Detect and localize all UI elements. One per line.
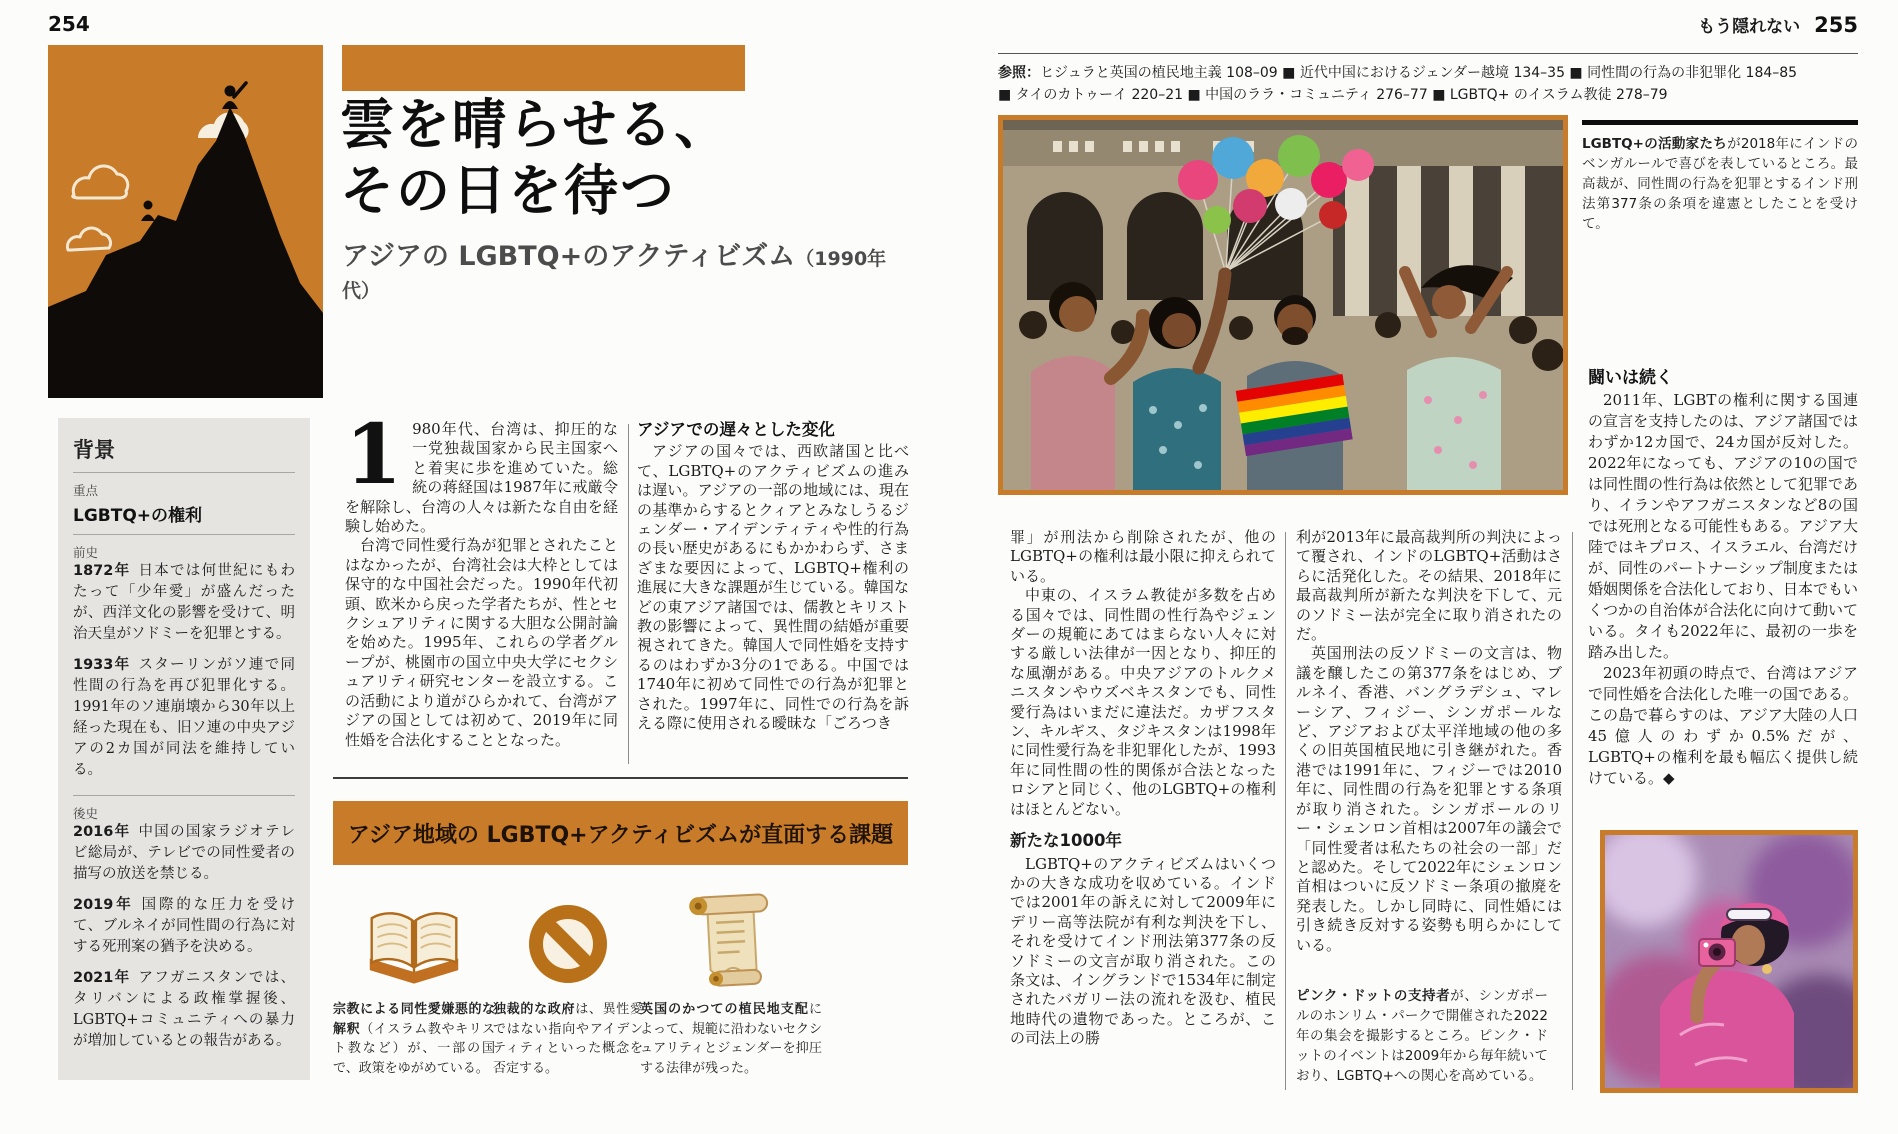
caption-text: によって、規範に沿わないセクシュアリティとジェンダーを抑圧する法律が残った。: [640, 1002, 822, 1076]
reference-rule: [998, 53, 1858, 54]
column-divider: [628, 424, 629, 764]
caption-text: が2018年にインドのベンガルールで喜びを表しているところ。最高裁が、同性間の行為を犯罪とするインド刑法第377条の条項を違憲としたことを受けて。: [1582, 136, 1858, 232]
challenge-item-colonial-law: [640, 880, 822, 1078]
mountain-illustration: [48, 45, 323, 398]
sidebar-divider: [73, 795, 295, 796]
title-accent-bar: [342, 45, 745, 91]
pink-dot-photo: [1600, 830, 1858, 1093]
focus-label: 重点: [73, 483, 99, 498]
chapter-title: もう隠れない: [1698, 17, 1801, 37]
title-line-2: その日を待つ: [340, 159, 676, 222]
paragraph: 英国刑法の反ソドミーの文言は、物議を醸したこの第377条をはじめ、ブルネイ、香港、バングラデシュ、マレーシア、フィジー、シンガポールなど、アジアおよび太平洋地域の他の多くの旧英国植民地に引き継がれた。香港では1991年に、フィジーでは2010年に、同性間の行為を犯罪とする条項が取り消された。シンガポールのリー・シェンロン首相は2007年の議会で「同性愛者は私たちの社会の一部」だと認めた。そして2022年にシェンロン首相はついに反ソドミー条項の撤廃を発表した。しかし同時に、同性婚には引き続き反対する姿勢も明らかにしている。: [1296, 644, 1562, 954]
celebration-photo-art: [1003, 120, 1563, 490]
event-text: 中国の国家ラジオテレビ総局が、テレビでの同性愛者の描写の放送を禁じる。: [73, 824, 295, 882]
caption-text: （イスラム教やキリスト教など）が、一部の国で、政策をゆがめている。: [333, 1021, 495, 1076]
event-year: 1872年: [73, 563, 131, 579]
subtitle-period-note: （1990年代）: [342, 248, 887, 302]
event-year: 2021年: [73, 970, 131, 986]
article-subtitle: [342, 234, 902, 304]
caption-lead: LGBTQ+の活動家たち: [1582, 136, 1728, 152]
mountain-climb-art: [48, 45, 323, 398]
focus-value: LGBTQ+の権利: [73, 506, 203, 526]
event-text: アフガニスタンでは、タリバンによる政権掌握後、LGBTQ+コミュニティへの暴力が増加しているとの報告がある。: [73, 970, 295, 1049]
paragraph: アジアの国々では、西欧諸国と比べて、LGBTQ+のアクティビズムの進みは遅い。アジアの一部の地域には、現在の基準からするとクィアとみなしうるジェンダー・アイデンティティや性的行為の長い歴史があるにもかかわらず、さまざまな要因によって、LGBTQ+権利の進展に大きな課題が生じている。韓国などの東アジア諸国では、儒教とキリスト教の影響によって、異性間の結婚が重要視されてきた。韓国人で同性婚を支持するのはわずか3分の1である。中国では1740年に初めて同性での行為が犯罪とされた。1997年に、同性での行為を訴える際に使用される曖昧な「ごろつき: [637, 442, 909, 733]
sidebar-heading: 背景: [73, 437, 115, 462]
left-page-number: 254: [48, 12, 90, 36]
column-divider: [1572, 532, 1573, 1090]
timeline-event: [73, 895, 295, 958]
caption-rule: [1582, 120, 1858, 125]
right-text-column-1: [1010, 528, 1276, 1049]
right-margin-column: [1588, 390, 1858, 789]
challenge-item-religion: [333, 880, 495, 1078]
before-history-label: 前史: [73, 545, 99, 560]
right-page-header: [1480, 12, 1858, 37]
paragraph: 台湾で同性愛行為が犯罪とされたことはなかったが、台湾社会は大枠としては保守的な中国社会だった。1990年代初頭、欧米から戻った学者たちが、性とセクシュアリティに関する大胆な公開討論を始めた。1995年、これらの学者グループが、桃園市の国立中央大学にセクシュアリティ研究センターを設立する。この活動により道がひらかれて、台湾がアジアの国としては初めて、2019年に同性婚を合法化することとなった。: [345, 536, 618, 749]
photo-caption: [1582, 134, 1858, 234]
event-text: 国際的な圧力を受けて、ブルネイが同性間の行為に対する死刑案の猶予を決める。: [73, 897, 296, 955]
celebration-photo: [998, 115, 1568, 495]
column-divider: [1285, 532, 1286, 1090]
challenge-caption: [493, 1000, 643, 1078]
paragraph: 罪」が刑法から削除されたが、他のLGBTQ+の権利は最小限に抑えられている。: [1010, 528, 1276, 585]
paragraph: 利が2013年に最高裁判所の判決によって覆され、インドのLGBTQ+活動はさらに活発化した。その結果、2018年に最高裁判所が新たな判決を下して、元のソドミー法が完全に取り消されたのだ。: [1296, 528, 1562, 644]
event-text: 日本では何世紀にもわたって「少年愛」が盛んだったが、西洋文化の影響を受けて、明治天皇がソドミーを犯罪とする。: [73, 563, 296, 642]
after-history-label: 後史: [73, 806, 99, 821]
caption-text: は、異性愛ではない指向やアイデンティティといった概念を否定する。: [493, 1002, 643, 1076]
reference-line-2: ■ タイのカトゥーイ 220–21 ■ 中国のララ・コミュニティ 276–77 ■ LGBTQ+ のイスラム教徒 278–79: [998, 87, 1668, 103]
timeline-event: [73, 968, 295, 1052]
main-text-column-2: [637, 420, 909, 770]
challenge-caption: [333, 1000, 495, 1078]
title-line-1: 雲を晴らせる、: [340, 93, 731, 156]
book-icon: [333, 880, 495, 992]
challenge-caption: [640, 1000, 822, 1078]
paragraph: 中東の、イスラム教徒が多数を占める国々では、同性間の性行為やジェンダーの規範にあてはまらない人々に対する厳しい法律が一因となり、抑圧的な風潮がある。中央アジアのトルクメニスタンやウズベキスタンでも、同性愛行為はいまだに違法だ。カザフスタン、キルギス、タジキスタンは1998年に同性愛行為を非犯罪化したが、1993年に同性間の性的関係が合法となったロシアと同じく、他のLGBTQ+の権利はほとんどない。: [1010, 586, 1276, 818]
main-text-column-1: [345, 407, 618, 770]
right-page-number: 255: [1814, 13, 1858, 37]
caption-lead: 独裁的な政府: [493, 1002, 576, 1017]
caption-text: が、シンガポールのホンリム・パークで開催された2022年の集会を撮影するところ。ピンク・ドットのイベントは2009年から毎年続いており、LGBTQ+への関心を高めている。: [1296, 988, 1548, 1084]
caption-lead: ピンク・ドットの支持者: [1296, 988, 1451, 1004]
background-sidebar: [58, 418, 310, 1080]
sidebar-divider: [73, 534, 295, 535]
pink-dot-photo-art: [1605, 835, 1853, 1088]
caption-lead: 宗教による同性愛嫌悪的な解釈: [333, 1002, 495, 1037]
paragraph: LGBTQ+のアクティビズムはいくつかの大きな成功を収めている。インドでは2001年の訴えに対して2009年にデリー高等法院が有利な判決を下し、それを受けてインド刑法第377条の反ソドミーの文言が取り消された。この条文は、イングランドで1534年に制定されたバガリー法の流れを汲む、植民地時代の遺物であった。ところが、この司法上の勝: [1010, 854, 1276, 1048]
timeline-event: [73, 655, 295, 781]
challenges-banner: [333, 801, 908, 865]
banner-top-rule: [333, 777, 908, 779]
section-heading: 闘いは続く: [1588, 368, 1673, 388]
paragraph: 2023年初頭の時点で、台湾はアジアで同性婚を合法化した唯一の国である。この島で暮らすのは、アジア大陸の人口45億人のわずか0.5%だが、LGBTQ+の権利を最も幅広く提供し続けている。◆: [1588, 664, 1859, 787]
timeline-event: [73, 561, 295, 645]
paragraph: 2011年、LGBTの権利に関する国連の宣言を支持したのは、アジア諸国ではわずか12カ国で、24カ国が反対した。2022年になっても、アジアの10の国では同性間の性行為は依然として犯罪であり、イランやアフガニスタンなど8の国では死刑となる可能性もある。アジア大陸ではキプロス、イスラエル、台湾だけが、同性のパートナーシップ制度または婚姻関係を合法化しており、日本でもいくつかの自治体が合法化に向けて動いている。タイも2022年に、最初の一歩を踏み出した。: [1588, 391, 1859, 661]
event-year: 1933年: [73, 657, 131, 673]
reference-line-1: ヒジュラと英国の植民地主義 108–09 ■ 近代中国におけるジェンダー越境 134–35 ■ 同性間の行為の非犯罪化 184–85: [1040, 65, 1798, 81]
banner-title: アジア地域の LGBTQ+アクティビズムが直面する課題: [347, 822, 894, 848]
event-year: 2019年: [73, 897, 134, 913]
section-heading: アジアでの遅々とした変化: [637, 420, 835, 439]
prohibition-icon: [493, 880, 643, 992]
scroll-icon: [640, 880, 822, 992]
sidebar-divider: [73, 472, 295, 473]
drop-cap: 1: [345, 407, 403, 503]
challenge-item-government: [493, 880, 643, 1078]
event-year: 2016年: [73, 824, 131, 840]
paragraph: 980年代、台湾は、抑圧的な一党独裁国家から民主国家へと着実に歩を進めていた。総統の蒋経国は1987年に戒厳令を解除し、台湾の人々は新たな自由を経験し始めた。: [345, 420, 618, 536]
section-heading: 新たな1000年: [1010, 831, 1122, 851]
article-title: [340, 92, 940, 224]
right-text-column-2: [1296, 528, 1562, 955]
timeline-event: [73, 822, 295, 885]
pink-dot-caption: [1296, 986, 1548, 1086]
caption-lead: 英国のかつての植民地支配: [640, 1002, 809, 1017]
reference-label: 参照：: [998, 65, 1040, 81]
event-text: スターリンがソ連で同性間の行為を再び犯罪化する。1991年のソ連崩壊から30年以上経った現在も、旧ソ連の中央アジアの2カ国が同法を維持している。: [73, 657, 296, 778]
subtitle-text: アジアの LGBTQ+のアクティビズム: [342, 241, 796, 272]
cross-references: [998, 62, 1858, 106]
